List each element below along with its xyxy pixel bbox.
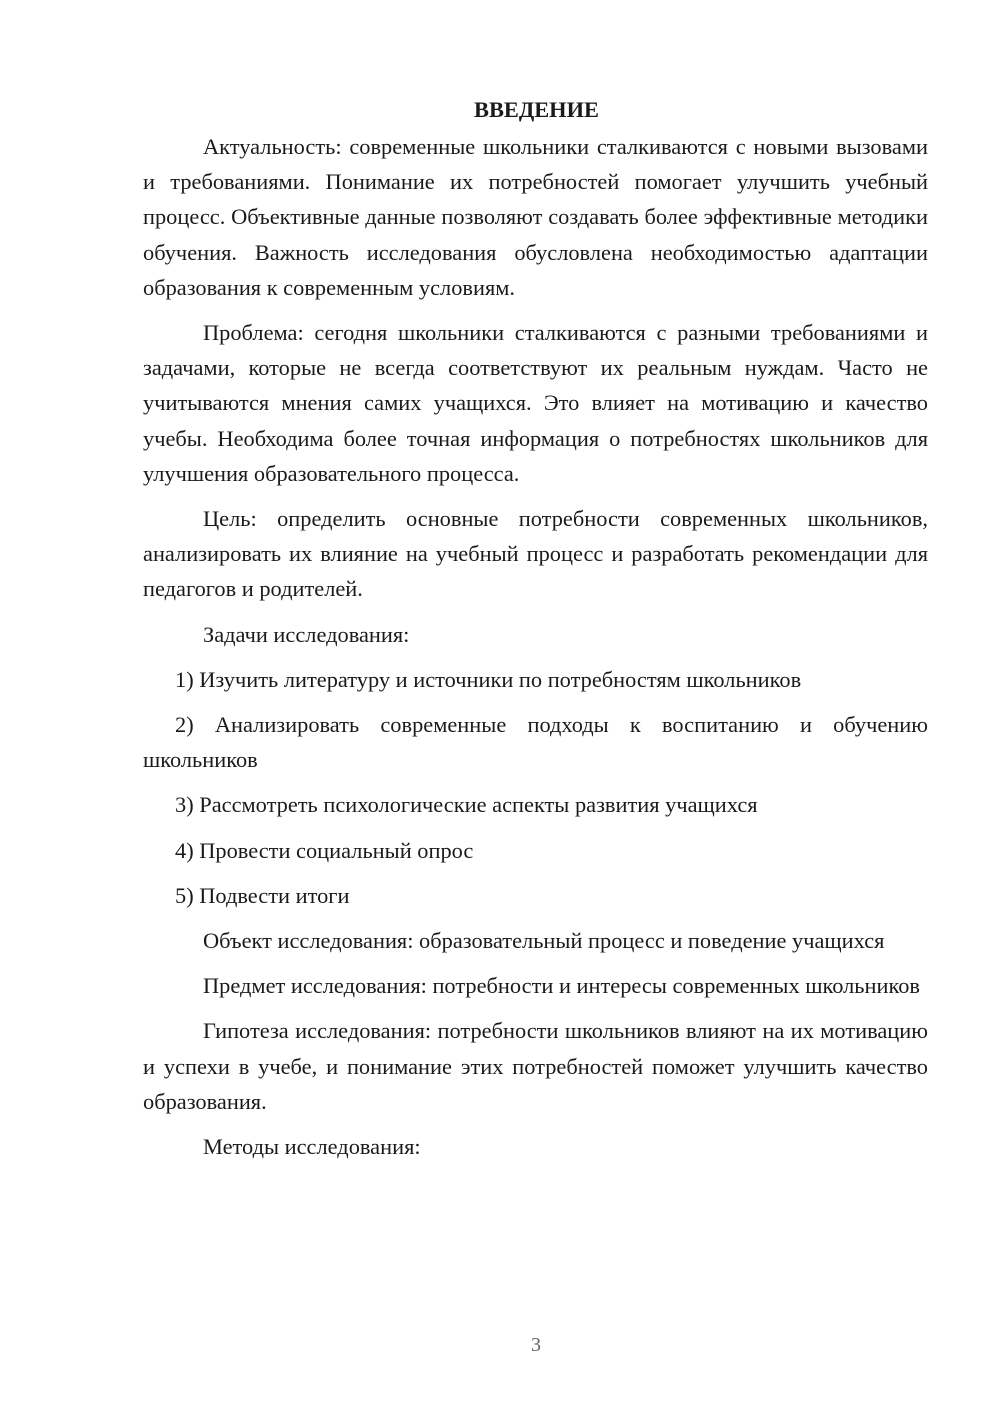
- task-item: 4) Провести социальный опрос: [175, 837, 474, 863]
- hypothesis-paragraph: Гипотеза исследования: потребности школьников влияют на их мотивацию и успехи в учебе, и понимание этих потребностей поможет улучшить качество образования.: [143, 1018, 928, 1114]
- relevance-paragraph: Актуальность: современные школьники сталкиваются с новыми вызовами и требованиями. Понимание их потребностей помогает улучшить учебный процесс. Объективные данные позволяют создавать более эффективные методики обучения. Важность исследования обусловлена необходимостью адаптации образования к современным условиям.: [143, 134, 928, 300]
- methods-heading: Методы исследования:: [203, 1134, 421, 1160]
- tasks-heading: Задачи исследования:: [203, 621, 410, 647]
- subject-paragraph: Предмет исследования: потребности и интересы современных школьников: [203, 973, 920, 999]
- task-item: 2) Анализировать современные подходы к воспитанию и обучению школьников: [143, 712, 928, 773]
- task-item: 1) Изучить литературу и источники по потребностям школьников: [175, 666, 802, 692]
- page-content: [143, 92, 928, 1174]
- task-item: 5) Подвести итоги: [175, 882, 350, 908]
- page-number: 3: [531, 1334, 541, 1356]
- goal-paragraph: Цель: определить основные потребности современных школьников, анализировать их влияние на учебный процесс и разработать рекомендации для педагогов и родителей.: [143, 506, 928, 602]
- section-title: ВВЕДЕНИЕ: [474, 97, 599, 122]
- task-item: 3) Рассмотреть психологические аспекты развития учащихся: [175, 792, 758, 818]
- object-paragraph: Объект исследования: образовательный процесс и поведение учащихся: [203, 928, 885, 954]
- problem-paragraph: Проблема: сегодня школьники сталкиваются с разными требованиями и задачами, которые не всегда соответствуют их реальным нуждам. Часто не учитываются мнения самих учащихся. Это влияет на мотивацию и качество учебы. Необходима более точная информация о потребностях школьников для улучшения образовательного процесса.: [143, 320, 928, 486]
